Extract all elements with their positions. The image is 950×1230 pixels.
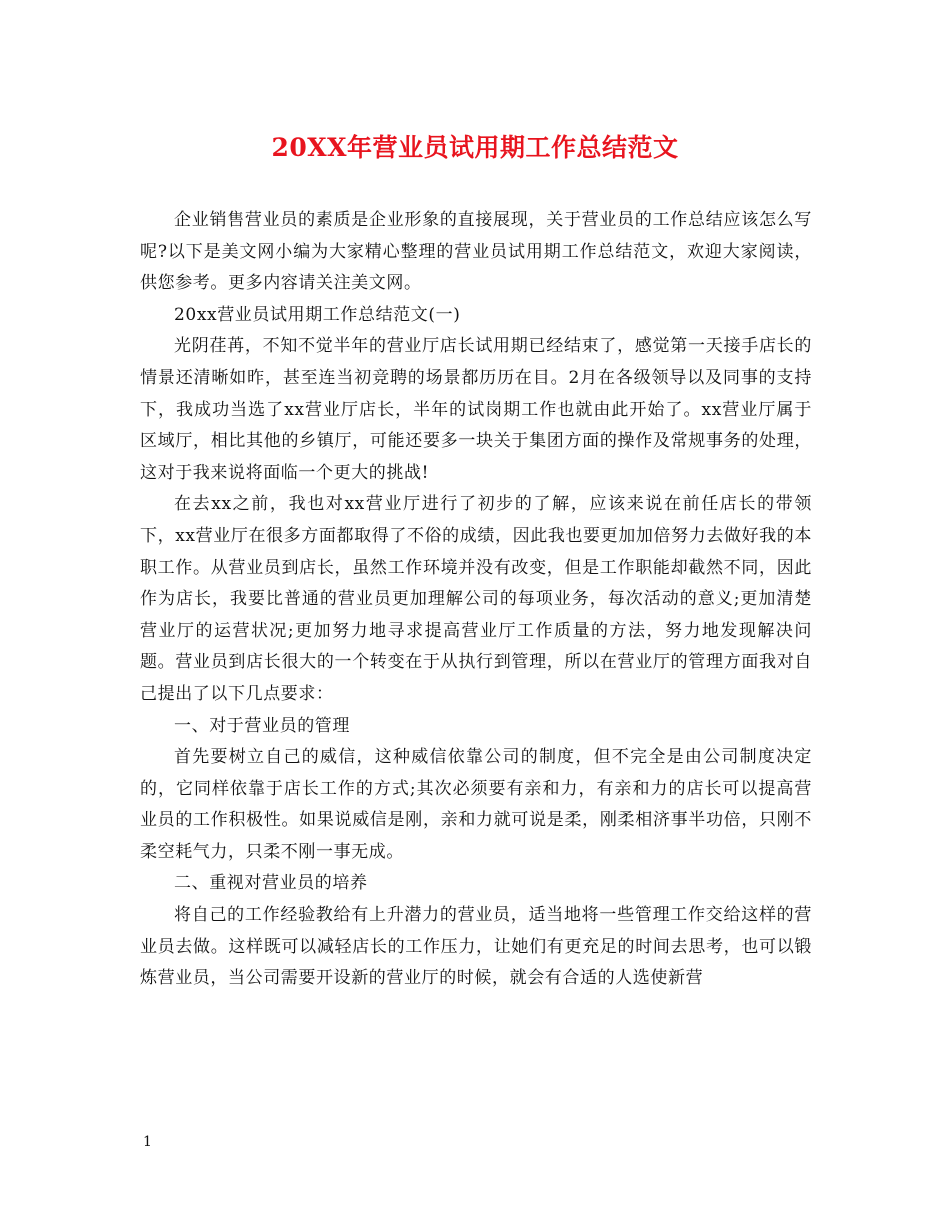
paragraph-management-requirements: 在去xx之前，我也对xx营业厅进行了初步的了解，应该来说在前任店长的带领下，xx营业厅在很多方面都取得了不俗的成绩，因此我也要更加加倍努力去做好我的本职工作。从营业员到店长，虽然工作环境并没有改变，但是工作职能却截然不同，因此作为店长，我要比普通的营业员更加理解公司的每项业务，每次活动的意义;更加清楚营业厅的运营状况;更加努力地寻求提高营业厅工作质量的方法，努力地发现解决问题。营业员到店长很大的一个转变在于从执行到管理，所以在营业厅的管理方面我对自己提出了以下几点要求： bbox=[140, 494, 812, 704]
paragraph-training-details: 将自己的工作经验教给有上升潜力的营业员，适当地将一些管理工作交给这样的营业员去做。这样既可以减轻店长的工作压力，让她们有更充足的时间去思考，也可以锻炼营业员，当公司需要开设新的营业厅的时候，就会有合适的人选使新营 bbox=[140, 905, 812, 989]
document-title: 20XX年营业员试用期工作总结范文 bbox=[271, 133, 679, 162]
section-heading-staff-management: 一、对于营业员的管理 bbox=[174, 715, 350, 736]
section-heading-staff-training: 二、重视对营业员的培养 bbox=[174, 873, 368, 894]
paragraph-authority-and-affinity: 首先要树立自己的威信，这种威信依靠公司的制度，但不完全是由公司制度决定的，它同样依靠于店长工作的方式;其次必须要有亲和力，有亲和力的店长可以提高营业员的工作积极性。如果说威信是刚，亲和力就可说是柔，刚柔相济事半功倍，只刚不柔空耗气力，只柔不刚一事无成。 bbox=[140, 747, 812, 862]
section-heading-sample-one: 20xx营业员试用期工作总结范文(一) bbox=[174, 304, 461, 325]
document-body bbox=[140, 205, 812, 995]
paragraph-intro: 企业销售营业员的素质是企业形象的直接展现，关于营业员的工作总结应该怎么写呢?以下是美文网小编为大家精心整理的营业员试用期工作总结范文，欢迎大家阅读，供您参考。更多内容请关注美文网。 bbox=[140, 210, 812, 294]
paragraph-probation-start: 光阴荏苒，不知不觉半年的营业厅店长试用期已经结束了，感觉第一天接手店长的情景还清晰如昨，甚至连当初竞聘的场景都历历在目。2月在各级领导以及同事的支持下，我成功当选了xx营业厅店长，半年的试岗期工作也就由此开始了。xx营业厅属于区域厅，相比其他的乡镇厅，可能还要多一块关于集团方面的操作及常规事务的处理，这对于我来说将面临一个更大的挑战! bbox=[140, 336, 812, 483]
page-number: 1 bbox=[143, 1134, 152, 1150]
